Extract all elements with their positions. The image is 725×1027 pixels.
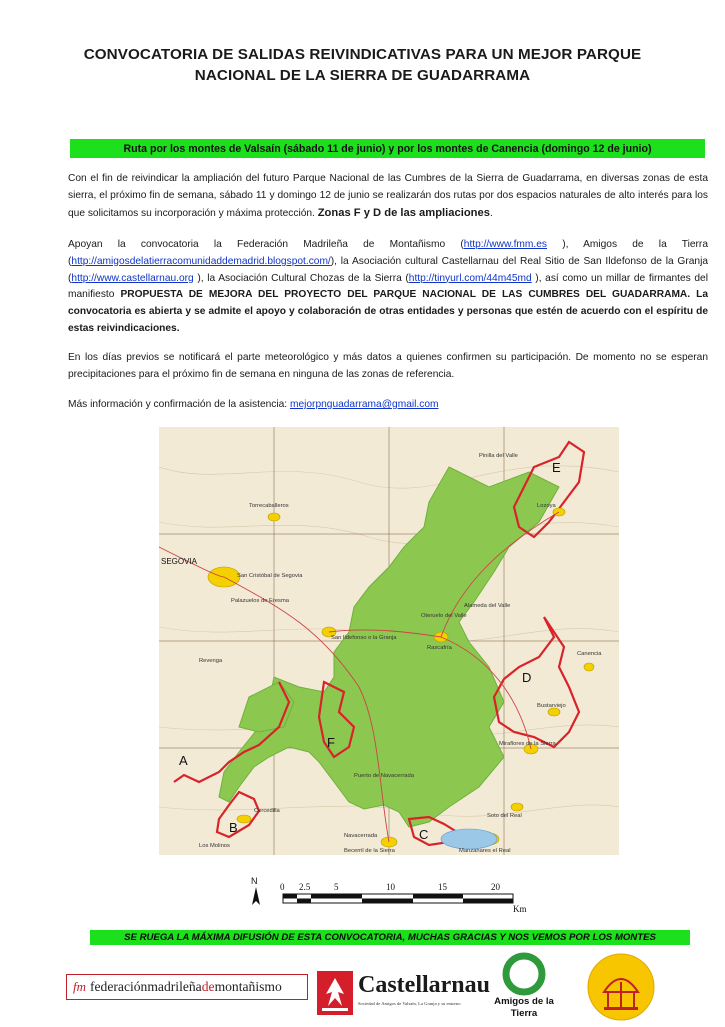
manifesto-bold-text: PROPUESTA DE MEJORA DEL PROYECTO DEL PARQUE NACIONAL DE LAS CUMBRES DEL GUADARRAMA. La convocatoria es abierta y se admite el apoyo y colaboración de otras entidades y personas que estén de acuerdo con el espíritu de estas reivindicaciones. <box>68 289 708 334</box>
place-label-pinilla: Pinilla del Valle <box>479 453 518 459</box>
intro-end: . <box>489 207 493 219</box>
park-map <box>159 427 619 855</box>
place-label-rascafria: Rascafría <box>427 645 452 651</box>
fmm-mark: fm <box>73 979 86 994</box>
north-label: N <box>251 876 258 886</box>
zone-label-e: E <box>552 460 561 475</box>
diffusion-banner <box>90 930 690 945</box>
zone-label-b: B <box>229 820 238 835</box>
fmm-wordmark <box>90 979 282 995</box>
place-label-palazuelos: Palazuelos de Eresma <box>231 598 289 604</box>
amigos-tierra-logo <box>494 952 554 1022</box>
castellarnau-name: Castellarnau <box>358 972 490 998</box>
zone-label-c: C <box>419 827 429 842</box>
place-label-lozoya: Lozoya <box>537 503 556 509</box>
scale-segment-6 <box>463 899 513 904</box>
place-label-manzanares: Manzanares el Real <box>459 848 511 854</box>
route-banner-text: Ruta por los montes de Valsaín (sábado 11 de junio) y por los montes de Canencia (domingo 12 de junio) <box>123 142 652 155</box>
town-cercedilla <box>237 815 251 823</box>
diffusion-text: SE RUEGA LA MÁXIMA DIFUSIÓN DE ESTA CONVOCATORIA, MUCHAS GRACIAS Y NOS VEMOS POR LOS MONTES <box>124 932 656 943</box>
fmm-wordmark-b: de <box>201 979 215 994</box>
support-text-1: Apoyan la convocatoria la Federación Madrileña de Montañismo ( <box>68 239 464 250</box>
fmm-link[interactable]: http://www.fmm.es <box>463 239 547 250</box>
castellarnau-tagline: Sociedad de Amigos de Valsaín, La Granja y su entorno <box>358 1001 461 1006</box>
place-label-los-molinos: Los Molinos <box>199 843 230 849</box>
place-label-alameda: Alameda del Valle <box>464 603 511 609</box>
place-label-navacerrada: Navacerrada <box>344 833 378 839</box>
intro-paragraph <box>68 171 708 222</box>
support-text-3: ), la Asociación cultural Castellarnau del Real Sitio de San Ildefonso de la Granja ( <box>68 255 708 284</box>
town-canencia <box>584 663 594 671</box>
zone-label-d: D <box>522 670 532 685</box>
contact-paragraph <box>68 397 708 414</box>
support-text-5: ), así como un millar de firmantes del manifiesto <box>68 272 708 301</box>
amigos-tierra-link[interactable]: http://amigosdelatierracomunidaddemadrid.blogspot.com/ <box>71 255 331 267</box>
scale-tick-15: 15 <box>438 882 447 892</box>
castellarnau-emblem-icon <box>316 970 354 1016</box>
place-label-revenga: Revenga <box>199 658 223 664</box>
place-label-canencia: Canencia <box>577 651 602 657</box>
page-title: CONVOCATORIA DE SALIDAS REIVINDICATIVAS PARA UN MEJOR PARQUE NACIONAL DE LA SIERRA DE GUADARRAMA <box>83 46 642 84</box>
fmm-logo <box>66 974 308 1000</box>
scale-segment-1 <box>283 894 297 899</box>
place-label-san-ildefonso: San Ildefonso o la Granja <box>331 635 397 641</box>
scale-tick-10: 10 <box>386 882 395 892</box>
place-label-bustarviejo: Bustarviejo <box>537 703 566 709</box>
zone-label-f: F <box>327 735 335 750</box>
fmm-wordmark-a: federaciónmadrileña <box>90 979 202 994</box>
scale-segment-2 <box>297 899 311 904</box>
place-label-torrecaballeros: Torrecaballeros <box>249 503 289 509</box>
support-text-4: ), la Asociación Cultural Chozas de la Sierra ( <box>193 272 409 284</box>
place-label-san-cristobal: San Cristóbal de Segovia <box>237 573 303 579</box>
support-paragraph <box>68 237 708 338</box>
reservoir-santillana <box>441 829 497 849</box>
scale-unit: Km <box>513 904 527 914</box>
chozas-emblem-icon <box>586 952 656 1022</box>
amigos-tierra-name: Amigos de la Tierra <box>494 996 554 1019</box>
intro-text: Con el fin de reivindicar la ampliación del futuro Parque Nacional de las Cumbres de la Sierra de Guadarrama, en diversas zonas de esta sierra, el próximo fin de semana, sábado 11 y domingo 12 de junio se realizarán dos rutas por dos espacios naturales de alto interés para los que solicitamos su incorporación y máxima protección. <box>68 173 708 219</box>
place-label-oteruelo: Oteruelo del Valle <box>421 613 467 619</box>
scale-tick-2-5: 2.5 <box>299 882 311 892</box>
contact-text: Más información y confirmación de la asistencia: <box>68 399 290 410</box>
zone-label-a: A <box>179 753 188 768</box>
amigos-tierra-ring-icon <box>494 952 554 996</box>
fmm-wordmark-c: montañismo <box>214 979 282 994</box>
castellarnau-link[interactable]: http://www.castellarnau.org <box>71 272 194 284</box>
castellarnau-logo <box>316 970 490 1016</box>
place-label-becerril: Becerril de la Sierra <box>344 848 395 854</box>
town-soto-del-real <box>511 803 523 811</box>
north-arrow-icon <box>252 887 260 905</box>
map-scale-bar <box>248 874 538 914</box>
chozas-link[interactable]: http://tinyurl.com/44m45md <box>408 272 532 284</box>
zones-highlight: Zonas F y D de las ampliaciones <box>317 206 490 219</box>
town-bustarviejo <box>548 708 560 716</box>
place-label-cercedilla: Cercedilla <box>254 808 280 814</box>
scale-tick-5: 5 <box>334 882 339 892</box>
scale-segment-5 <box>413 894 463 899</box>
scale-tick-0: 0 <box>280 882 285 892</box>
place-label-miraflores: Miraflores de la Sierra <box>499 741 556 747</box>
scale-bar-svg <box>248 874 538 914</box>
support-text-2: ), Amigos de la Tierra ( <box>68 239 708 267</box>
route-banner <box>70 139 705 158</box>
weather-paragraph: En los días previos se notificará el parte meteorológico y más datos a quienes confirmen su participación. De momento no se esperan precipitaciones para el próximo fin de semana en ninguna de las zonas de referencia. <box>68 352 708 380</box>
contact-email-link[interactable]: mejorpnguadarrama@gmail.com <box>289 399 439 410</box>
place-label-puerto-navacerrada: Puerto de Navacerrada <box>354 773 414 779</box>
place-label-soto-del-real: Soto del Real <box>487 813 522 819</box>
park-map-svg <box>159 427 619 855</box>
scale-segment-4 <box>362 899 413 904</box>
town-torrecaballeros <box>268 513 280 521</box>
chozas-logo <box>586 952 656 1022</box>
scale-tick-20: 20 <box>491 882 500 892</box>
place-label-segovia: SEGOVIA <box>161 557 198 566</box>
scale-segment-3 <box>311 894 362 899</box>
